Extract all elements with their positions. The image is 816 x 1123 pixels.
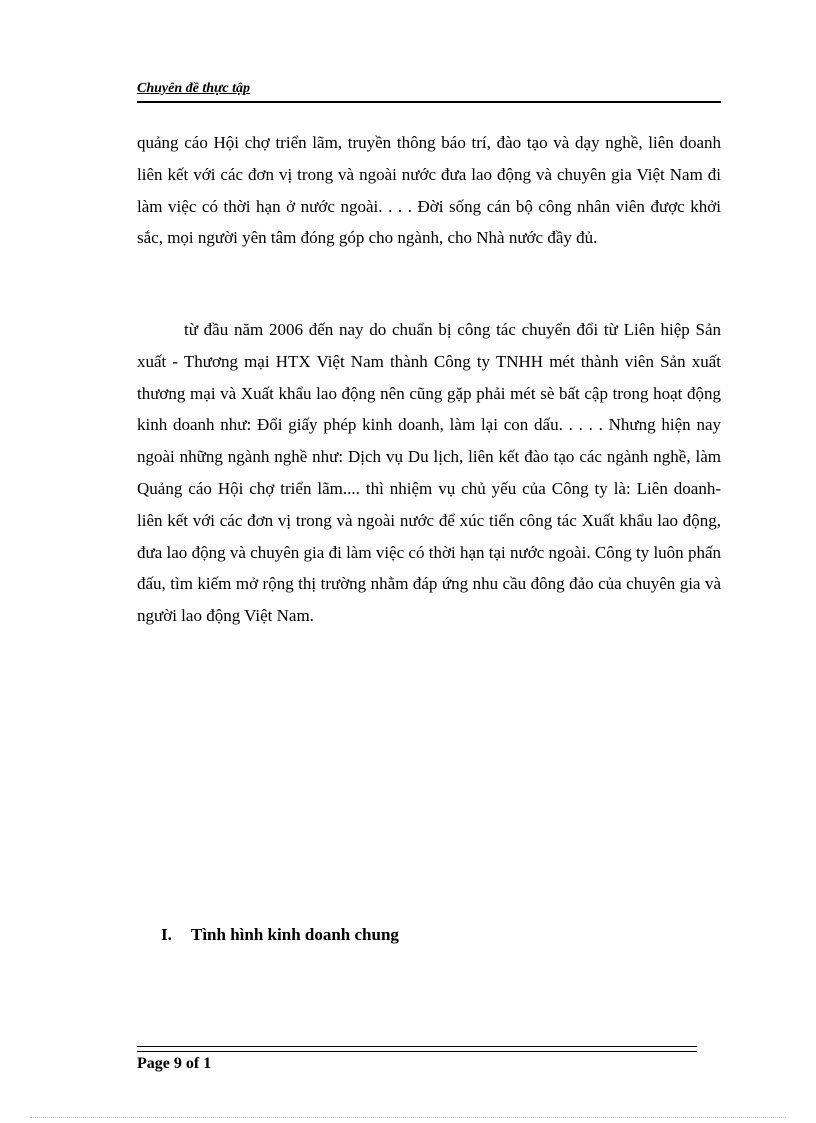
page-bottom-edge bbox=[30, 1117, 786, 1118]
section-number: I. bbox=[161, 925, 172, 944]
body-paragraph-2: từ đầu năm 2006 đến nay do chuẩn bị công tác chuyển đổi từ Liên hiệp Sản xuất - Thương mại HTX Việt Nam thành Công ty TNHH mét thành viên Sản xuất thương mại và Xuất khẩu lao động nên cũng gặp phải mét sè bất cập trong hoạt động kinh doanh như: Đổi giấy phép kinh doanh, làm lại con dấu. . . . . Nhưng hiện nay ngoài những ngành nghề như: Dịch vụ Du lịch, liên kết đào tạo các ngành nghề, làm Quảng cáo Hội chợ triển lãm.... thì nhiệm vụ chủ yếu của Công ty là: Liên doanh- liên kết với các đơn vị trong và ngoài nước để xúc tiến công tác Xuất khẩu lao động, đưa lao động và chuyên gia đi làm việc có thời hạn tại nước ngoài. Công ty luôn phấn đấu, tìm kiếm mở rộng thị trường nhằm đáp ứng nhu cầu đông đảo của chuyên gia và người lao động Việt Nam. bbox=[137, 320, 721, 626]
page-number: Page 9 of 1 bbox=[137, 1055, 212, 1072]
page-header bbox=[137, 81, 721, 103]
header-title: Chuyên đề thực tập bbox=[137, 81, 251, 96]
footer-divider bbox=[137, 1046, 697, 1052]
section-heading bbox=[161, 925, 399, 945]
body-paragraph-1: quảng cáo Hội chợ triển lãm, truyền thông báo trí, đào tạo và dạy nghề, liên doanh liên kết với các đơn vị trong và ngoài nước đưa lao động và chuyên gia Việt Nam đi làm việc có thời hạn ở nước ngoài. . . . Đời sống cán bộ công nhân viên được khởi sắc, mọi người yên tâm đóng góp cho ngành, cho Nhà nước đầy đủ. bbox=[137, 133, 721, 248]
section-title: Tình hình kinh doanh chung bbox=[191, 925, 399, 944]
